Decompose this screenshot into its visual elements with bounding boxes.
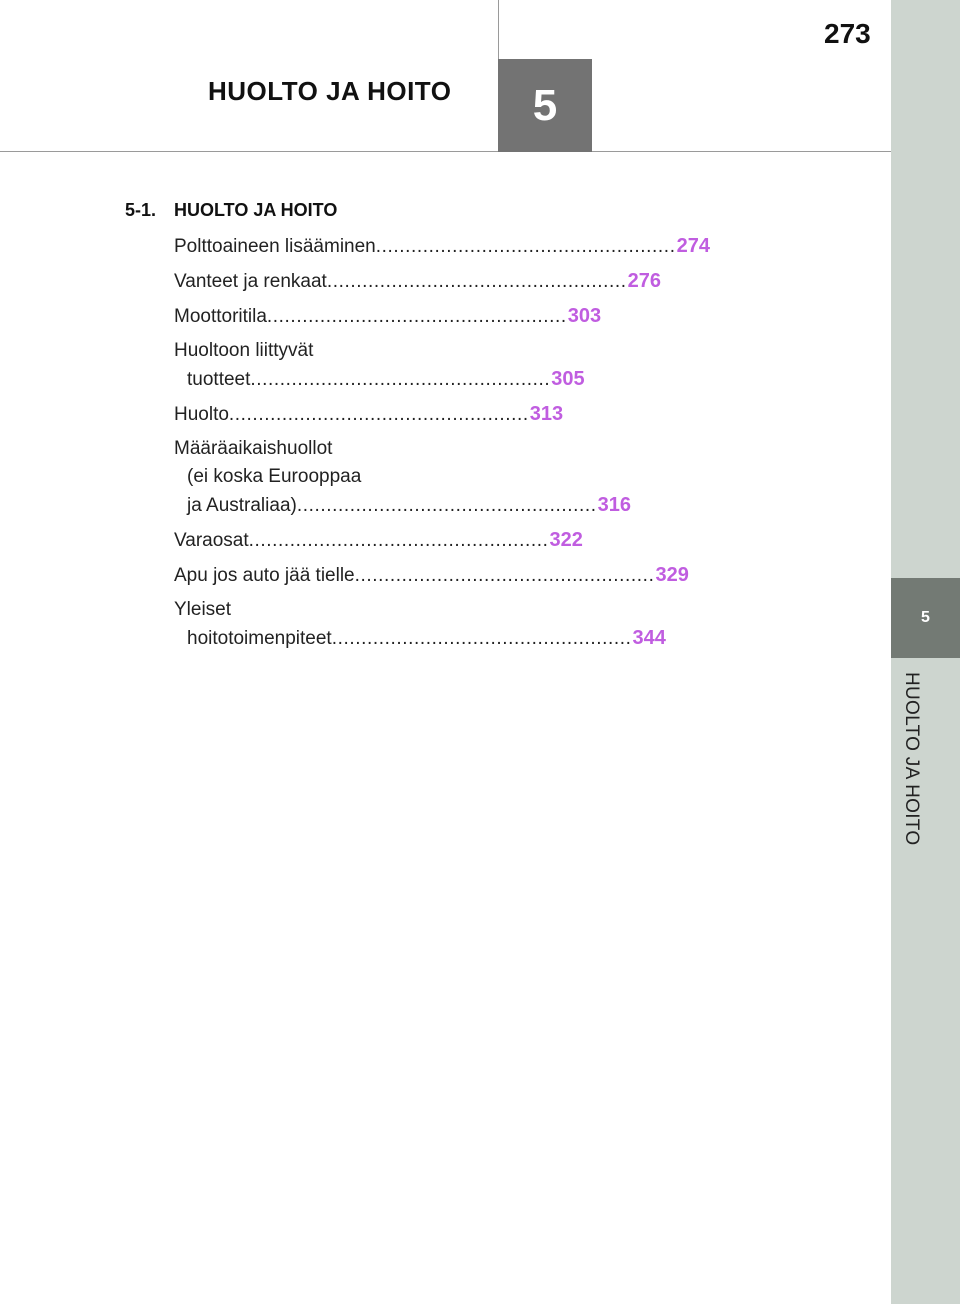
toc-dot-leader: ................................................... xyxy=(248,530,549,551)
toc-item-label: Huolto xyxy=(174,404,229,425)
toc-item-row xyxy=(174,624,666,653)
toc-page-link[interactable]: 313 xyxy=(529,403,564,425)
section-heading xyxy=(125,200,337,221)
toc-item-row xyxy=(174,400,564,429)
toc-page-link[interactable]: 303 xyxy=(567,305,602,327)
toc-item-row xyxy=(174,302,602,331)
toc-item-label: Moottoritila xyxy=(174,306,267,327)
side-tab-label: HUOLTO JA HOITO xyxy=(901,672,922,846)
toc-item-row xyxy=(174,267,662,296)
toc-dot-leader: ................................................... xyxy=(266,306,567,327)
toc-page-link[interactable]: 305 xyxy=(551,368,585,390)
toc-item-row xyxy=(174,526,583,555)
toc-dot-leader: ................................................... xyxy=(228,404,529,425)
toc-item-row xyxy=(174,232,710,261)
section-number: 5-1. xyxy=(125,200,157,220)
toc-page-link[interactable]: 274 xyxy=(676,235,710,257)
toc-dot-leader: ................................................... xyxy=(326,271,627,292)
toc-item-row xyxy=(174,561,689,590)
toc-item[interactable] xyxy=(174,561,689,590)
toc-item-label: Polttoaineen lisääminen xyxy=(174,236,376,257)
toc-dot-leader: ................................................... xyxy=(331,628,632,649)
toc-item-label: ja Australiaa) xyxy=(187,495,297,516)
header-rule xyxy=(0,151,891,152)
toc-item-label: Apu jos auto jää tielle xyxy=(174,565,355,586)
toc-page-link[interactable]: 322 xyxy=(549,529,583,551)
toc-item-row xyxy=(174,491,632,520)
toc-page-link[interactable]: 316 xyxy=(597,494,632,516)
toc-item-line: Määräaikaishuollot xyxy=(174,438,333,459)
toc-dot-leader: ................................................... xyxy=(375,236,676,257)
toc-item[interactable] xyxy=(174,400,564,429)
toc-item[interactable] xyxy=(174,435,632,520)
toc-dot-leader: ................................................... xyxy=(250,369,551,390)
toc-item-line: Huoltoon liittyvät xyxy=(174,340,314,361)
side-tab-chapter[interactable]: 5 xyxy=(891,578,960,658)
page-number: 273 xyxy=(824,18,871,49)
section-title: HUOLTO JA HOITO xyxy=(174,200,338,220)
toc-item-label: Varaosat xyxy=(174,530,249,551)
toc-item-label: hoitotoimenpiteet xyxy=(187,628,332,649)
toc-dot-leader: ................................................... xyxy=(354,565,655,586)
toc-item-line: (ei koska Eurooppaa xyxy=(187,466,362,487)
toc-item[interactable] xyxy=(174,267,662,296)
chapter-number-box: 5 xyxy=(498,59,592,152)
toc-item-line: Yleiset xyxy=(174,599,232,620)
toc-page-link[interactable]: 344 xyxy=(632,627,666,649)
toc-dot-leader: ................................................... xyxy=(296,495,597,516)
toc-page-link[interactable]: 276 xyxy=(627,270,662,292)
toc-page-link[interactable]: 329 xyxy=(655,564,689,586)
toc-item-label: Vanteet ja renkaat xyxy=(174,271,327,292)
chapter-title: HUOLTO JA HOITO xyxy=(208,76,452,106)
toc-item[interactable] xyxy=(174,337,585,394)
toc-item[interactable] xyxy=(174,526,583,555)
table-of-contents xyxy=(174,232,710,659)
toc-item[interactable] xyxy=(174,302,602,331)
toc-item-label: tuotteet xyxy=(187,369,251,390)
toc-item[interactable] xyxy=(174,232,710,261)
header-vertical-rule xyxy=(498,0,499,60)
toc-item[interactable] xyxy=(174,596,666,653)
toc-item-row xyxy=(174,365,585,394)
